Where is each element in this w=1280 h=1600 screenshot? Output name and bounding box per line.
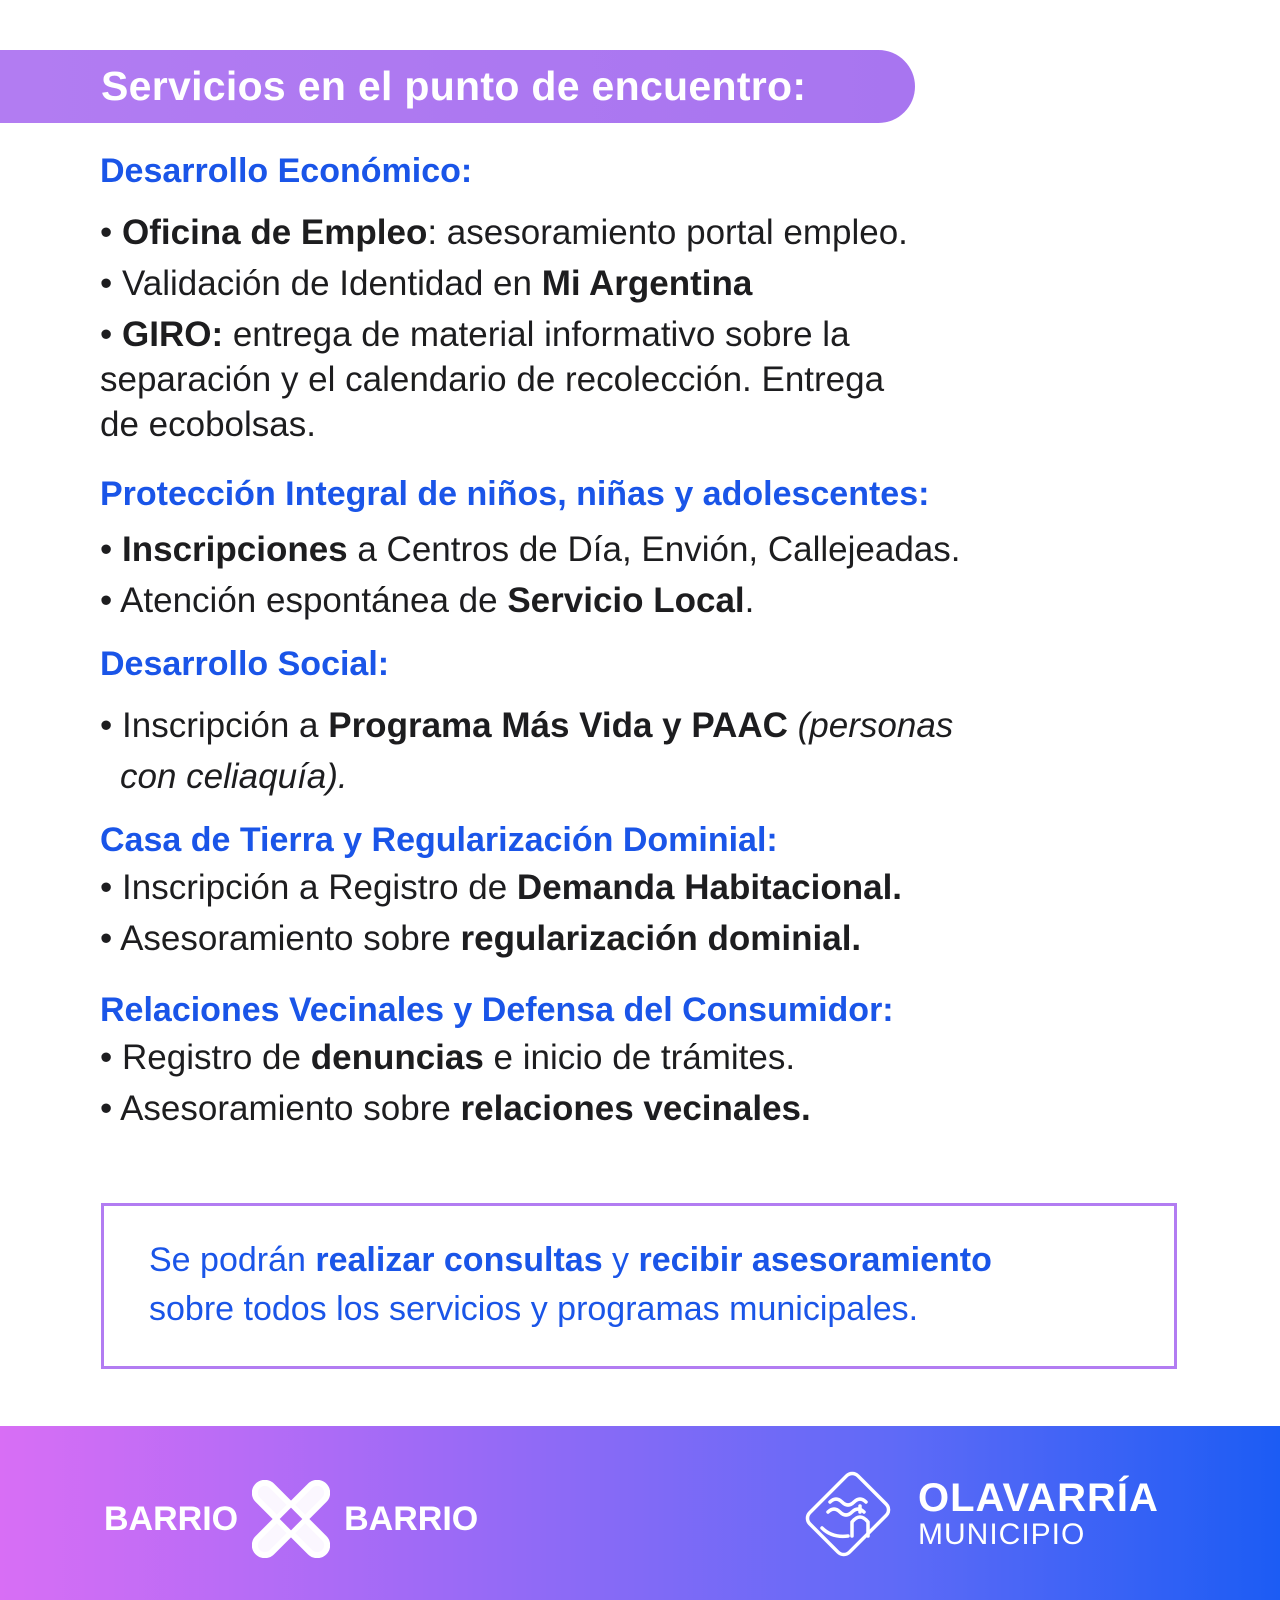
bold-text: Mi Argentina	[541, 264, 753, 303]
item-text: Registro de	[122, 1038, 311, 1077]
bold-text: Programa Más Vida y PAAC	[328, 706, 788, 745]
bullet: •	[100, 530, 113, 569]
list-item	[100, 916, 1160, 961]
item-continuation: de ecobolsas.	[100, 405, 316, 444]
logo-title: OLAVARRÍA	[918, 1476, 1159, 1520]
callout-line: sobre todos los servicios y programas municipales.	[149, 1290, 919, 1328]
bold-text: Inscripciones	[122, 530, 348, 569]
bullet: •	[100, 581, 113, 620]
list-item	[100, 312, 1160, 357]
item-text: Inscripción a	[122, 706, 329, 745]
bullet: •	[100, 213, 113, 252]
list-item	[100, 261, 1160, 306]
section-title-proteccion-integral: Protección Integral de niños, niñas y adolescentes:	[100, 475, 930, 513]
item-text: : asesoramiento portal empleo.	[427, 213, 908, 252]
logo-subtitle: MUNICIPIO	[918, 1518, 1086, 1551]
bullet: •	[100, 315, 113, 354]
bold-text: relaciones vecinales.	[460, 1089, 811, 1128]
item-text: Atención espontánea de	[120, 581, 508, 620]
list-item	[100, 527, 1160, 572]
italic-text: (personas	[787, 706, 954, 745]
item-text: entrega de material informativo sobre la	[223, 315, 850, 354]
item-text: Asesoramiento sobre	[120, 1089, 461, 1128]
bullet: •	[100, 919, 113, 958]
callout-text: Se podrán	[149, 1241, 316, 1279]
barrio-x-barrio-logo	[104, 1484, 478, 1554]
olavarria-municipio-logo	[800, 1466, 1159, 1562]
consultation-callout	[101, 1203, 1177, 1369]
cross-x-icon	[252, 1480, 330, 1558]
bullet: •	[100, 264, 113, 303]
bullet: •	[100, 1038, 113, 1077]
bold-text: Demanda Habitacional.	[516, 868, 903, 907]
callout-line	[149, 1236, 1174, 1285]
section-title-casa-de-tierra: Casa de Tierra y Regularización Dominial:	[100, 821, 778, 859]
bold-text: Servicio Local	[507, 581, 745, 620]
logo-word: BARRIO	[344, 1499, 479, 1538]
item-text: Validación de Identidad en	[122, 264, 542, 303]
list-item	[100, 703, 1160, 748]
item-text: a Centros de Día, Envión, Callejeadas.	[347, 530, 961, 569]
callout-bold: realizar consultas	[315, 1241, 603, 1279]
list-item	[100, 865, 1160, 910]
section-items	[100, 865, 1160, 961]
italic-text: con celiaquía).	[120, 757, 348, 796]
section-title-relaciones-vecinales: Relaciones Vecinales y Defensa del Consumidor:	[100, 991, 894, 1029]
list-item	[100, 210, 1160, 255]
item-text: e inicio de trámites.	[483, 1038, 796, 1077]
list-item	[100, 578, 1160, 623]
item-text: .	[744, 581, 755, 620]
logo-word: BARRIO	[104, 1499, 239, 1538]
page-title: Servicios en el punto de encuentro:	[0, 50, 915, 123]
bold-text: denuncias	[310, 1038, 484, 1077]
section-items	[100, 527, 1160, 623]
bold-text: GIRO:	[122, 315, 224, 354]
callout-bold: recibir asesoramiento	[638, 1241, 992, 1279]
section-items	[100, 210, 1160, 447]
list-item	[100, 1035, 1160, 1080]
footer-banner	[0, 1426, 1280, 1600]
section-title-desarrollo-economico: Desarrollo Económico:	[100, 152, 473, 190]
bullet: •	[100, 706, 113, 745]
section-items	[100, 1035, 1160, 1131]
services-content	[100, 150, 1160, 1131]
list-item	[100, 1086, 1160, 1131]
item-continuation	[100, 754, 1160, 799]
bullet: •	[100, 868, 113, 907]
bold-text: Oficina de Empleo	[122, 213, 428, 252]
municipio-emblem-icon	[800, 1466, 896, 1562]
bullet: •	[100, 1089, 113, 1128]
section-items	[100, 703, 1160, 799]
item-text: Inscripción a Registro de	[122, 868, 517, 907]
bold-text: regularización dominial.	[460, 919, 862, 958]
item-continuation: separación y el calendario de recolección. Entrega	[100, 360, 885, 399]
callout-text: y	[602, 1241, 639, 1279]
section-title-desarrollo-social: Desarrollo Social:	[100, 645, 390, 683]
item-text: Asesoramiento sobre	[120, 919, 461, 958]
logo-text	[918, 1477, 1159, 1551]
